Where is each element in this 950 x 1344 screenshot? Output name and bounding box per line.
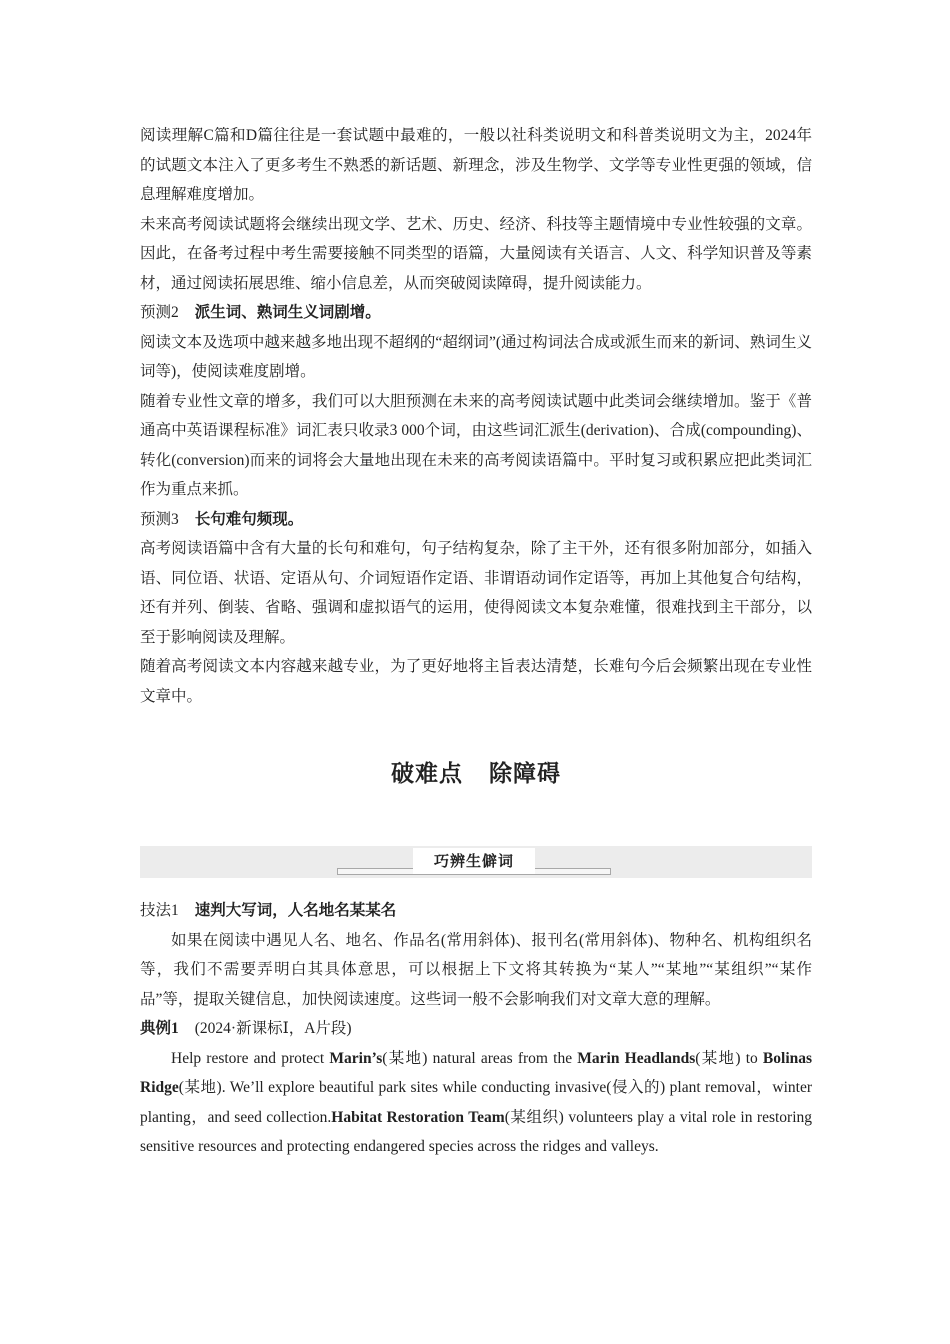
passage-text: to bbox=[740, 1049, 763, 1067]
passage-text: natural areas from the bbox=[427, 1049, 578, 1067]
passage-proper-noun: Bolinas Ridge bbox=[140, 1049, 813, 1096]
intro-paragraph-1: 阅读理解C篇和D篇往往是一套试题中最难的，一般以社科类说明文和科普类说明文为主，2024年的试题文本注入了更多考生不熟悉的新话题、新理念，涉及生物学、文学等专业性更强的领域，信息理解难度增加。 bbox=[140, 127, 812, 203]
passage-proper-noun: Marin Headlands bbox=[577, 1049, 696, 1067]
passage-text: Help restore and protect bbox=[171, 1049, 330, 1067]
technique-1-label: 技法1 bbox=[140, 902, 179, 919]
passage-text: . We’ll explore beautiful park sites while conducting invasive bbox=[221, 1079, 607, 1096]
prediction-2-title: 派生词、熟词生义词剧增。 bbox=[194, 304, 381, 321]
example-1-label: 典例1 bbox=[140, 1020, 179, 1037]
passage-gloss: (某组织) bbox=[504, 1108, 564, 1126]
banner-label: 巧辨生僻词 bbox=[413, 848, 535, 874]
example-1-source: (2024·新课标Ⅰ，A片段) bbox=[194, 1020, 352, 1037]
passage-gloss: (某地) bbox=[178, 1079, 222, 1096]
technique-1-title: 速判大写词，人名地名某某名 bbox=[194, 902, 397, 919]
example-1-heading bbox=[140, 1014, 812, 1044]
passage-gloss: (侵入的) bbox=[606, 1079, 666, 1096]
passage-proper-noun: Marin’s bbox=[329, 1049, 383, 1067]
prediction-2-label: 预测2 bbox=[140, 304, 179, 321]
technique-1-heading bbox=[140, 896, 812, 926]
section-banner bbox=[140, 846, 812, 878]
prediction-3-heading bbox=[140, 505, 812, 535]
passage-proper-noun: Habitat Restoration Team bbox=[331, 1108, 505, 1126]
section-title-part-1: 破难点 bbox=[391, 760, 463, 787]
prediction-3-paragraph-2: 随着高考阅读文本内容越来越专业，为了更好地将主旨表达清楚，长难句今后会频繁出现在专业性文章中。 bbox=[140, 658, 812, 705]
example-1-passage bbox=[140, 1044, 812, 1162]
intro-paragraph-2: 未来高考阅读试题将会继续出现文学、艺术、历史、经济、科技等主题情境中专业性较强的文章。因此，在备考过程中考生需要接触不同类型的语篇，大量阅读有关语言、人文、科学知识普及等素材，通过阅读拓展思维、缩小信息差，从而突破阅读障碍，提升阅读能力。 bbox=[140, 215, 812, 292]
prediction-2-paragraph-1: 阅读文本及选项中越来越多地出现不超纲的“超纲词”(通过构词法合成或派生而来的新词、熟词生义词等)，使阅读难度剧增。 bbox=[140, 333, 812, 380]
passage-text: plant removal，winter planting，and seed collection. bbox=[140, 1079, 813, 1126]
section-title bbox=[140, 711, 812, 831]
passage-gloss: (某地) bbox=[382, 1049, 428, 1067]
prediction-3-label: 预测3 bbox=[140, 510, 179, 528]
technique-1-paragraph: 如果在阅读中遇见人名、地名、作品名(常用斜体)、报刊名(常用斜体)、物种名、机构组织名等，我们不需要弄明白其具体意思，可以根据上下文将其转换为“某人”“某地”“某组织”“某作品”等，提取关键信息，加快阅读速度。这些词一般不会影响我们对文章大意的理解。 bbox=[140, 931, 812, 1008]
section-title-part-2: 除障碍 bbox=[489, 760, 561, 787]
document-page bbox=[140, 121, 812, 1162]
passage-gloss: (某地) bbox=[695, 1049, 741, 1067]
prediction-2-heading bbox=[140, 298, 812, 328]
prediction-3-title: 长句难句频现。 bbox=[194, 510, 304, 528]
prediction-3-paragraph-1: 高考阅读语篇中含有大量的长句和难句，句子结构复杂，除了主干外，还有很多附加部分，如插入语、同位语、状语、定语从句、介词短语作定语、非谓语动词作定语等，再加上其他复合句结构，还有并列、倒装、省略、强调和虚拟语气的运用，使得阅读文本复杂难懂，很难找到主干部分，以至于影响阅读及理解。 bbox=[140, 540, 812, 646]
passage-text: volunteers play a vital role in restoring sensitive resources and protecting endangered species across the ridges and valleys. bbox=[140, 1108, 813, 1155]
prediction-2-paragraph-2: 随着专业性文章的增多，我们可以大胆预测在未来的高考阅读试题中此类词会继续增加。鉴于《普通高中英语课程标准》词汇表只收录3 000个词，由这些词汇派生(derivation)、合成(compounding)、转化(conversion)而来的词将会大量地出现在未来的高考阅读语篇中。平时复习或积累应把此类词汇作为重点来抓。 bbox=[140, 392, 812, 498]
